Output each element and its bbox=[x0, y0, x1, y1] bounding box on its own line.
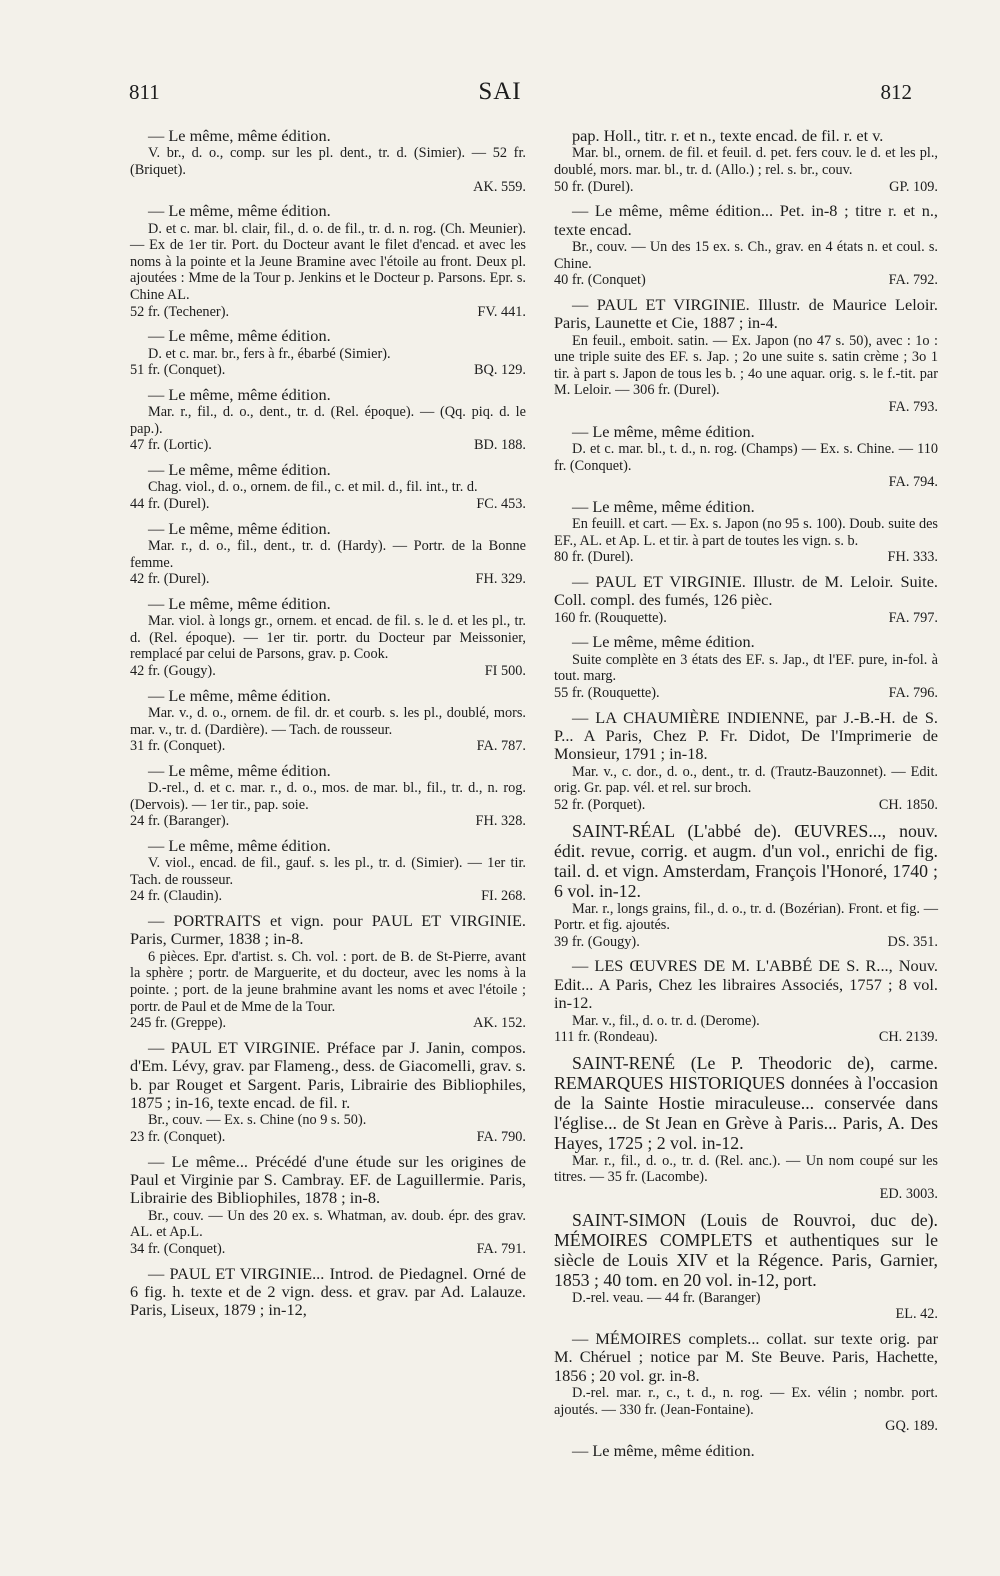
entry-price-line bbox=[130, 888, 526, 905]
entry-price: 245 fr. (Greppe). bbox=[130, 1015, 227, 1032]
entry-price-line bbox=[554, 1306, 938, 1323]
catalog-entry bbox=[130, 912, 526, 1032]
entry-price: 52 fr. (Techener). bbox=[130, 303, 230, 320]
entry-price: 23 fr. (Conquet). bbox=[130, 1129, 226, 1146]
right-column bbox=[554, 127, 938, 1467]
entry-reference: AK. 559. bbox=[473, 178, 526, 195]
entry-reference: AK. 152. bbox=[473, 1015, 526, 1032]
entry-price: 160 fr. (Rouquette). bbox=[554, 609, 667, 626]
entry-reference: CH. 2139. bbox=[878, 1029, 938, 1046]
catalog-entry bbox=[130, 837, 526, 905]
entry-price: 39 fr. (Gougy). bbox=[554, 933, 640, 950]
entry-description: En feuil., emboit. satin. — Ex. Japon (no 47 s. 50), avec : 1o : une triple suite des EF. s. Jap. ; 2o une suite s. satin crème ; 3o 1 tir. à part s. Japon de tous les b. ; 4o une aquar. orig. s. le f.-tit. par M. Leloir. — 306 fr. (Durel). bbox=[554, 332, 938, 399]
entry-price-line bbox=[554, 934, 938, 951]
entry-heading: — Le même, même édition. bbox=[572, 421, 755, 441]
entry-heading: — PAUL ET VIRGINIE. Illustr. de Maurice Leloir. Paris, Launette et Cie, 1887 ; in-4. bbox=[554, 294, 938, 333]
catalog-entry bbox=[130, 1265, 526, 1320]
catalog-entry bbox=[130, 1153, 526, 1258]
entry-reference: CH. 1850. bbox=[878, 796, 938, 813]
catalog-entry bbox=[554, 127, 938, 195]
entry-description: Mar. v., c. dor., d. o., dent., tr. d. (Trautz-Bauzonnet). — Edit. orig. Gr. pap. vél. et rel. sur broch. bbox=[554, 763, 938, 797]
entry-heading: — Le même, même édition. bbox=[148, 126, 331, 145]
entry-heading: — Le même, même édition. bbox=[572, 496, 755, 516]
entry-reference: FA. 790. bbox=[476, 1129, 526, 1146]
entry-description: Br., couv. — Un des 20 ex. s. Whatman, av. doub. épr. des grav. AL. et Ap.L. bbox=[130, 1207, 526, 1241]
entry-reference: FV. 441. bbox=[477, 303, 526, 320]
entry-heading: pap. Holl., titr. r. et n., texte encad. de fil. r. et v. bbox=[572, 126, 884, 145]
entry-price-line bbox=[130, 571, 526, 588]
entry-reference: ED. 3003. bbox=[879, 1185, 938, 1202]
entry-heading: — Le même, même édition. bbox=[572, 1440, 755, 1460]
entry-reference: FA. 794. bbox=[888, 474, 938, 491]
entry-description: V. br., d. o., comp. sur les pl. dent., tr. d. (Simier). — 52 fr. (Briquet). bbox=[130, 145, 526, 178]
entry-heading: — Le même, même édition. bbox=[148, 459, 331, 479]
entry-reference: GQ. 189. bbox=[885, 1418, 938, 1435]
catalog-entry bbox=[130, 461, 526, 513]
entry-price-line bbox=[554, 797, 938, 814]
entry-price: 42 fr. (Gougy). bbox=[130, 662, 216, 679]
entry-heading: — PAUL ET VIRGINIE. Préface par J. Janin, compos. d'Em. Lévy, grav. par Flameng., dess. de Giacomelli, grav. s. b. par Rouget et Sargent. Paris, Librairie des Bibliophiles, 1875 ; in-16, texte encad. de fil. r. bbox=[130, 1037, 526, 1113]
entry-description: D.-rel. veau. — 44 fr. (Baranger) bbox=[572, 1289, 761, 1306]
entry-price-line bbox=[130, 496, 526, 513]
entry-price-line bbox=[130, 738, 526, 755]
entry-price-line bbox=[130, 437, 526, 454]
entry-reference: FC. 453. bbox=[476, 495, 526, 512]
entry-description: Br., couv. — Ex. s. Chine (no 9 s. 50). bbox=[148, 1112, 367, 1129]
entry-price: 51 fr. (Conquet). bbox=[130, 362, 226, 379]
entry-description: D. et c. mar. bl. clair, fil., d. o. de fil., tr. d. n. rog. (Ch. Meunier). — Ex de 1er tir. Port. du Docteur avant le filet d'encad. et avec les noms à la pointe et la Jeune Bramine avec l'étoile au front. Deux pl. ajoutées : Mme de la Tour p. Jenkins et le Docteur p. Parsons. Epr. s. Chine AL. bbox=[130, 220, 526, 303]
entry-heading: — PAUL ET VIRGINIE. Illustr. de M. Leloir. Suite. Coll. compl. des fumés, 126 pièc. bbox=[554, 571, 938, 610]
entry-price-line bbox=[130, 663, 526, 680]
entry-price: 40 fr. (Conquet) bbox=[554, 272, 646, 289]
catalog-entry bbox=[130, 386, 526, 454]
entry-reference: FA. 791. bbox=[476, 1241, 526, 1258]
entry-price-line bbox=[130, 304, 526, 321]
entry-reference: FA. 796. bbox=[888, 684, 938, 701]
entry-description: Mar. r., longs grains, fil., d. o., tr. d. (Bozérian). Front. et fig. — Portr. et fig. ajoutés. bbox=[554, 900, 938, 934]
entry-price-line bbox=[554, 474, 938, 491]
entry-price: 47 fr. (Lortic). bbox=[130, 437, 212, 454]
entry-description: D. et c. mar. bl., t. d., n. rog. (Champs) — Ex. s. Chine. — 110 fr. (Conquet). bbox=[554, 440, 938, 474]
entry-heading: — Le même, même édition. bbox=[148, 384, 331, 404]
entry-price-line bbox=[554, 272, 938, 289]
entry-heading: SAINT-SIMON (Louis de Rouvroi, duc de). MÉMOIRES COMPLETS et authentiques sur le siècle de Louis XIV et la Régence. Paris, Garnier, 1853 ; 40 tom. en 20 vol. in-12, port. bbox=[554, 1209, 938, 1290]
entry-description: Mar. r., d. o., fil., dent., tr. d. (Hardy). — Portr. de la Bonne femme. bbox=[130, 537, 526, 571]
entry-description: D.-rel. mar. r., c., t. d., n. rog. — Ex. vélin ; nombr. port. ajoutés. — 330 fr. (Jean-Fontaine). bbox=[554, 1384, 938, 1418]
catalog-entry bbox=[130, 127, 526, 195]
entry-price-line bbox=[554, 1029, 938, 1046]
entry-price: 34 fr. (Conquet). bbox=[130, 1241, 226, 1258]
entry-heading: — Le même, même édition. bbox=[148, 326, 331, 346]
entry-heading: — LES ŒUVRES DE M. L'ABBÉ DE S. R..., Nouv. Edit... A Paris, Chez les libraires Associés, 1757 ; 8 vol. in-12. bbox=[554, 956, 938, 1013]
entry-heading: — Le même, même édition. bbox=[148, 835, 331, 855]
entry-heading: — MÉMOIRES complets... collat. sur texte orig. par M. Chéruel ; notice par M. Ste Beuve. Paris, Hachette, 1856 ; 20 vol. gr. in-8. bbox=[554, 1328, 938, 1385]
catalog-entry bbox=[130, 595, 526, 680]
entry-price-line bbox=[130, 1241, 526, 1258]
entry-description: Mar. bl., ornem. de fil. et feuil. d. pet. fers couv. le d. et les pl., doublé, mors. mar. bl., tr. d. (Allo.) ; rel. s. br., couv. bbox=[554, 145, 938, 178]
entry-price-line bbox=[130, 813, 526, 830]
entry-description: Mar. v., d. o., ornem. de fil. dr. et courb. s. les pl., doublé, mors. mar. v., tr. d. (Dardière). — Tach. de rousseur. bbox=[130, 704, 526, 738]
entry-reference: EL. 42. bbox=[895, 1306, 938, 1323]
entry-reference: FH. 329. bbox=[475, 571, 526, 588]
entry-description: V. viol., encad. de fil., gauf. s. les pl., tr. d. (Simier). — 1er tir. Tach. de rousseur. bbox=[130, 855, 526, 888]
entry-price: 44 fr. (Durel). bbox=[130, 495, 210, 512]
page-number-left: 811 bbox=[129, 80, 160, 104]
entry-heading: — Le même, même édition. bbox=[572, 632, 755, 652]
entry-price-line bbox=[554, 549, 938, 566]
catalog-entry bbox=[554, 633, 938, 701]
entry-price-line bbox=[130, 1129, 526, 1146]
entry-description: D.-rel., d. et c. mar. r., d. o., mos. de mar. bl., fil., tr. d., n. rog. (Dervois). — 1er tir., pap. soie. bbox=[130, 780, 526, 813]
entry-reference: FA. 793. bbox=[888, 398, 938, 415]
entry-heading: — Le même, même édition. bbox=[148, 760, 331, 780]
entry-description: 6 pièces. Epr. d'artist. s. Ch. vol. : port. de B. de St-Pierre, avant la sphère ; portr. de Marguerite, et du docteur, avec les noms à la pointe. ; port. de la jeune brahmine avant les noms et avec l'étoile ; portr. de Paul et de Mme de la Tour. bbox=[130, 948, 526, 1015]
catalog-entry bbox=[554, 1330, 938, 1435]
catalog-entry bbox=[554, 957, 938, 1045]
entry-price-line bbox=[554, 1418, 938, 1435]
entry-reference: FI. 268. bbox=[481, 888, 526, 905]
entry-price: 55 fr. (Rouquette). bbox=[554, 684, 660, 701]
entry-reference: DS. 351. bbox=[887, 933, 938, 950]
catalog-entry bbox=[554, 1053, 938, 1203]
catalog-entry bbox=[130, 327, 526, 379]
entry-description: Mar. r., fil., d. o., dent., tr. d. (Rel. époque). — (Qq. piq. d. le pap.). bbox=[130, 404, 526, 437]
entry-description: En feuill. et cart. — Ex. s. Japon (no 95 s. 100). Doub. suite des EF., AL. et Ap. L. et tir. à part de toutes les vign. s. b. bbox=[554, 516, 938, 549]
entry-description: Suite complète en 3 états des EF. s. Jap., dt l'EF. pure, in-fol. à tout. marg. bbox=[554, 651, 938, 685]
entry-heading: — Le même, même édition. bbox=[148, 201, 331, 221]
catalog-entry bbox=[554, 573, 938, 626]
entry-heading: SAINT-RÉAL (L'abbé de). ŒUVRES..., nouv. édit. revue, corrig. et augm. d'un vol., enrichi de fig. tail. d. et vign. Amsterdam, François l'Honoré, 1740 ; 6 vol. in-12. bbox=[554, 820, 938, 901]
entry-heading: — Le même, même édition. bbox=[148, 685, 331, 705]
entry-price-line bbox=[554, 399, 938, 416]
catalog-entry bbox=[130, 1039, 526, 1146]
entry-price-line bbox=[554, 1186, 938, 1203]
catalog-entry bbox=[554, 709, 938, 814]
entry-price-line bbox=[554, 610, 938, 627]
entry-price: 80 fr. (Durel). bbox=[554, 549, 634, 566]
entry-price-line bbox=[554, 179, 938, 196]
catalog-entry bbox=[130, 202, 526, 320]
entry-price-line bbox=[554, 685, 938, 702]
entry-price: 31 fr. (Conquet). bbox=[130, 738, 226, 755]
entry-reference: FA. 797. bbox=[888, 609, 938, 626]
entry-heading: — Le même, même édition... Pet. in-8 ; titre r. et n., texte encad. bbox=[554, 201, 938, 239]
entry-price-line bbox=[130, 1015, 526, 1032]
entry-heading: SAINT-RENÉ (Le P. Theodoric de), carme. REMARQUES HISTORIQUES données à l'occasion de la Sainte Hostie miraculeuse... conservée dans l'église... de St Jean en Grève à Paris... Paris, A. Des Hayes, 1725 ; 2 vol. in-12. bbox=[554, 1052, 938, 1153]
entry-price: 52 fr. (Porquet). bbox=[554, 796, 646, 813]
entry-price: 24 fr. (Claudin). bbox=[130, 888, 223, 905]
entry-reference: GP. 109. bbox=[889, 178, 938, 195]
entry-reference: FA. 787. bbox=[476, 738, 526, 755]
entry-reference: BQ. 129. bbox=[473, 362, 526, 379]
entry-description: Chag. viol., d. o., ornem. de fil., c. et mil. d., fil. int., tr. d. bbox=[148, 479, 478, 496]
catalog-entry bbox=[554, 423, 938, 491]
entry-heading: — Le même... Précédé d'une étude sur les origines de Paul et Virginie par S. Cambray. EF. de Laguillermie. Paris, Librairie des Bibliophiles, 1878 ; in-8. bbox=[130, 1151, 526, 1208]
catalog-entry bbox=[554, 202, 938, 289]
catalog-entry bbox=[554, 821, 938, 951]
left-column bbox=[130, 127, 526, 1327]
catalog-entry bbox=[554, 296, 938, 416]
catalog-entry bbox=[554, 1442, 938, 1460]
entry-description: Mar. r., fil., d. o., tr. d. (Rel. anc.). — Un nom coupé sur les titres. — 35 fr. (Lacombe). bbox=[554, 1152, 938, 1186]
entry-price: 24 fr. (Baranger). bbox=[130, 813, 230, 830]
entry-price: 111 fr. (Rondeau). bbox=[554, 1029, 658, 1046]
catalog-entry bbox=[130, 762, 526, 830]
entry-description: Mar. v., fil., d. o. tr. d. (Derome). bbox=[572, 1012, 760, 1029]
entry-heading: — Le même, même édition. bbox=[148, 593, 331, 613]
entry-reference: FH. 328. bbox=[475, 813, 526, 830]
entry-reference: FA. 792. bbox=[888, 272, 938, 289]
entry-reference: BD. 188. bbox=[473, 437, 526, 454]
catalog-entry bbox=[130, 687, 526, 755]
entry-reference: FI 500. bbox=[484, 662, 526, 679]
catalog-entry bbox=[554, 1210, 938, 1323]
entry-description: Br., couv. — Un des 15 ex. s. Ch., grav. en 4 états n. et coul. s. Chine. bbox=[554, 239, 938, 272]
entry-heading: — PORTRAITS et vign. pour PAUL ET VIRGINIE. Paris, Curmer, 1838 ; in-8. bbox=[130, 911, 526, 949]
running-title: SAI bbox=[478, 78, 522, 105]
entry-price-line bbox=[130, 179, 526, 196]
entry-reference: FH. 333. bbox=[887, 549, 938, 566]
catalog-entry bbox=[130, 520, 526, 588]
page-number-right: 812 bbox=[880, 80, 912, 104]
entry-heading: — PAUL ET VIRGINIE... Introd. de Piedagnel. Orné de 6 fig. h. texte et de 2 vign. dess. et grav. par Ad. Lalauze. Paris, Liseux, 1879 ; in-12, bbox=[130, 1263, 526, 1320]
entry-description: Mar. viol. à longs gr., ornem. et encad. de fil. s. le d. et les pl., tr. d. (Rel. époque). — 1er tir. portr. du Docteur par Meissonier, remplacé par celui de Parsons, grav. p. Cook. bbox=[130, 613, 526, 663]
entry-price: 42 fr. (Durel). bbox=[130, 571, 210, 588]
entry-description: D. et c. mar. br., fers à fr., ébarbé (Simier). bbox=[148, 345, 391, 362]
entry-price: 50 fr. (Durel). bbox=[554, 178, 634, 195]
entry-price-line bbox=[130, 362, 526, 379]
entry-heading: — Le même, même édition. bbox=[148, 518, 331, 538]
catalog-entry bbox=[554, 498, 938, 566]
entry-heading: — LA CHAUMIÈRE INDIENNE, par J.-B.-H. de S. P... A Paris, Chez P. Fr. Didot, De l'Imprimerie de Monsieur, 1791 ; in-18. bbox=[554, 707, 938, 764]
